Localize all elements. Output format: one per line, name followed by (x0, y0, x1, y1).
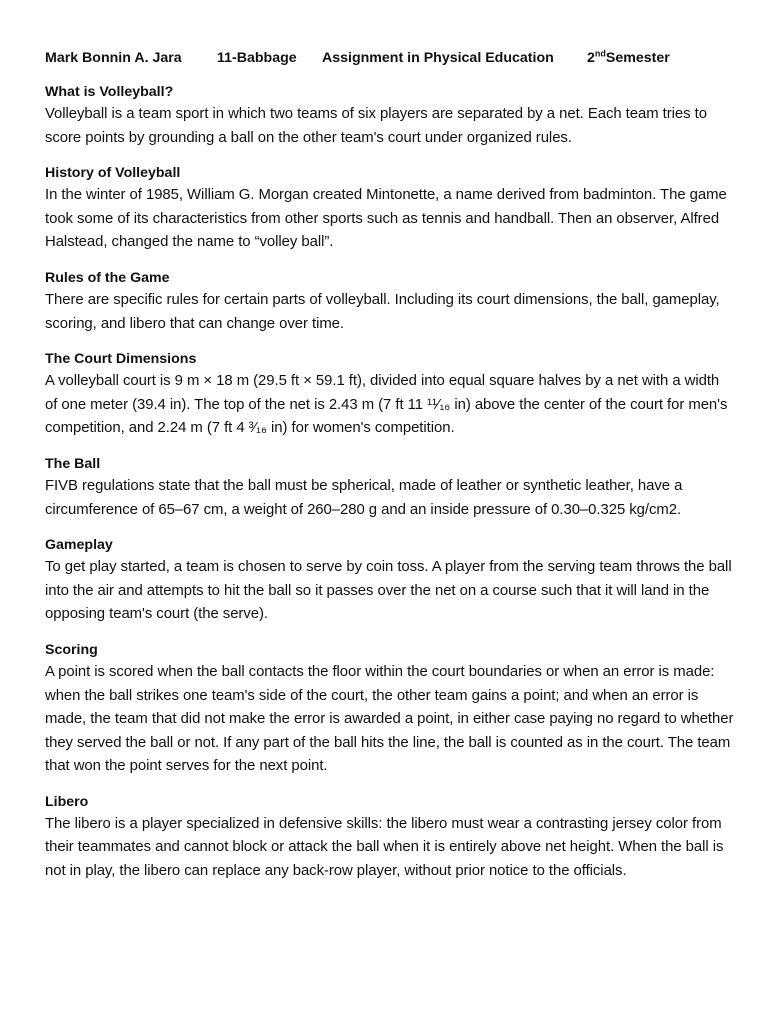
semester-suffix: nd (594, 48, 606, 59)
section-what-is-volleyball (45, 82, 735, 150)
section-history (45, 163, 735, 255)
section-heading: Rules of the Game (45, 269, 170, 286)
class-section: 11-Babbage (217, 50, 297, 66)
section-ball (45, 454, 735, 522)
section-body: The libero is a player specialized in defensive skills: the libero must wear a contrasting jersey color from their teammates and cannot block or attack the ball when it is entirely above net height. When the ball is not in play, the libero can replace any back-row player, without prior notice to the officials. (45, 815, 724, 880)
section-gameplay (45, 535, 735, 627)
document-header (45, 47, 735, 69)
section-body: There are specific rules for certain parts of volleyball. Including its court dimensions, the ball, gameplay, scoring, and libero that can change over time. (45, 291, 720, 332)
section-body: In the winter of 1985, William G. Morgan created Mintonette, a name derived from badminton. The game took some of its characteristics from other sports such as tennis and handball. Then an observer, Alfred Halstead, changed the name to “volley ball”. (45, 187, 727, 251)
section-court-dimensions (45, 349, 735, 441)
assignment-title: Assignment in Physical Education (322, 50, 554, 66)
section-body: FIVB regulations state that the ball must be spherical, made of leather or synthetic leather, have a circumference of 65–67 cm, a weight of 260–280 g and an inside pressure of 0.30–0.325 kg/cm2. (45, 477, 683, 518)
section-body: Volleyball is a team sport in which two teams of six players are separated by a net. Each team tries to score points by grounding a ball on the other team's court under organized rules. (45, 106, 707, 146)
document-page (45, 47, 735, 897)
section-heading: Scoring (45, 641, 98, 658)
section-body: A volleyball court is 9 m × 18 m (29.5 ft × 59.1 ft), divided into equal square halves by a net with a width of one meter (39.4 in). The top of the net is 2.43 m (7 ft 11 ¹¹⁄₁₆ in) above the center of the court for men's competition, and 2.24 m (7 ft 4 ³⁄₁₆ in) for women's competition. (45, 373, 728, 437)
section-heading: History of Volleyball (45, 165, 181, 182)
section-heading: Libero (45, 793, 89, 810)
student-name: Mark Bonnin A. Jara (45, 50, 182, 66)
section-scoring (45, 640, 735, 779)
section-body: A point is scored when the ball contacts the floor within the court boundaries or when an error is made: when the ball strikes one team's side of the court, the other team gains a point; and when an error is made, the team that did not make the error is awarded a point, in either case paying no regard to whether they served the ball or not. If any part of the ball hits the line, the ball is counted as in the court. The team that won the point serves for the next point. (45, 663, 734, 775)
semester-number: 2 (587, 50, 595, 66)
section-libero (45, 792, 735, 884)
section-heading: Gameplay (45, 537, 113, 554)
section-heading: What is Volleyball? (45, 84, 174, 100)
semester-label (587, 47, 670, 69)
section-heading: The Court Dimensions (45, 351, 197, 368)
section-body: To get play started, a team is chosen to serve by coin toss. A player from the serving team throws the ball into the air and attempts to hit the ball so it passes over the net on a course such that it will land in the opposing team's court (the serve). (45, 559, 732, 623)
section-rules (45, 268, 735, 336)
semester-word: Semester (605, 50, 670, 66)
section-heading: The Ball (45, 455, 101, 472)
